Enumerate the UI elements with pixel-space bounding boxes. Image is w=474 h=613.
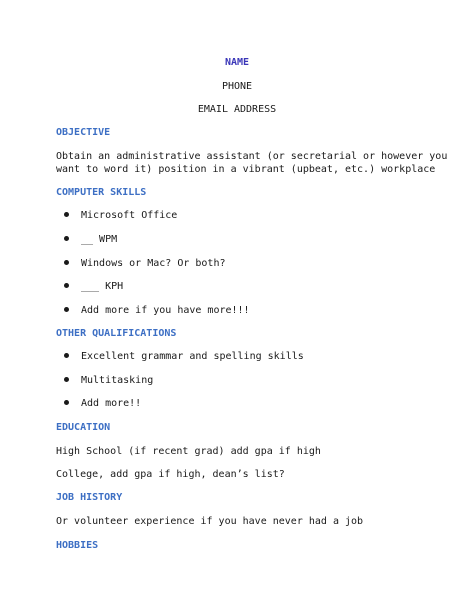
contact-name: NAME [224,57,250,68]
list-item-text: Add more if you have more!!! [81,305,250,316]
list-item-text: Excellent grammar and spelling skills [81,351,304,362]
objective-heading: OBJECTIVE [56,127,111,138]
list-item [64,257,226,271]
contact-email: EMAIL ADDRESS [197,104,277,115]
bullet-icon [64,283,69,288]
bullet-icon [64,400,69,405]
objective-line-1: Obtain an administrative assistant (or secretarial or however you [56,151,448,162]
list-item [64,209,177,223]
list-item-text: Microsoft Office [81,210,178,221]
list-item-text: ___ KPH [81,281,124,292]
other-qualifications-heading: OTHER QUALIFICATIONS [56,328,177,339]
list-item-text: __ WPM [81,234,118,245]
bullet-icon [64,353,69,358]
list-item [64,304,250,318]
list-item [64,280,123,294]
objective-line-2: want to word it) position in a vibrant (upbeat, etc.) workplace [56,164,436,175]
education-line-1: High School (if recent grad) add gpa if high [56,446,321,457]
job-history-line-1: Or volunteer experience if you have never had a job [56,516,364,527]
list-item [64,233,117,247]
computer-skills-heading: COMPUTER SKILLS [56,187,147,198]
list-item-text: Windows or Mac? Or both? [81,258,226,269]
education-heading: EDUCATION [56,422,111,433]
bullet-icon [64,236,69,241]
bullet-icon [64,260,69,265]
list-item-text: Multitasking [81,375,154,386]
list-item-text: Add more!! [81,398,142,409]
bullet-icon [64,307,69,312]
bullet-icon [64,377,69,382]
list-item [64,397,141,411]
job-history-heading: JOB HISTORY [56,492,123,503]
contact-phone: PHONE [221,81,253,92]
list-item [64,350,304,364]
bullet-icon [64,212,69,217]
hobbies-heading: HOBBIES [56,540,99,551]
education-line-2: College, add gpa if high, dean’s list? [56,469,285,480]
list-item [64,374,153,388]
